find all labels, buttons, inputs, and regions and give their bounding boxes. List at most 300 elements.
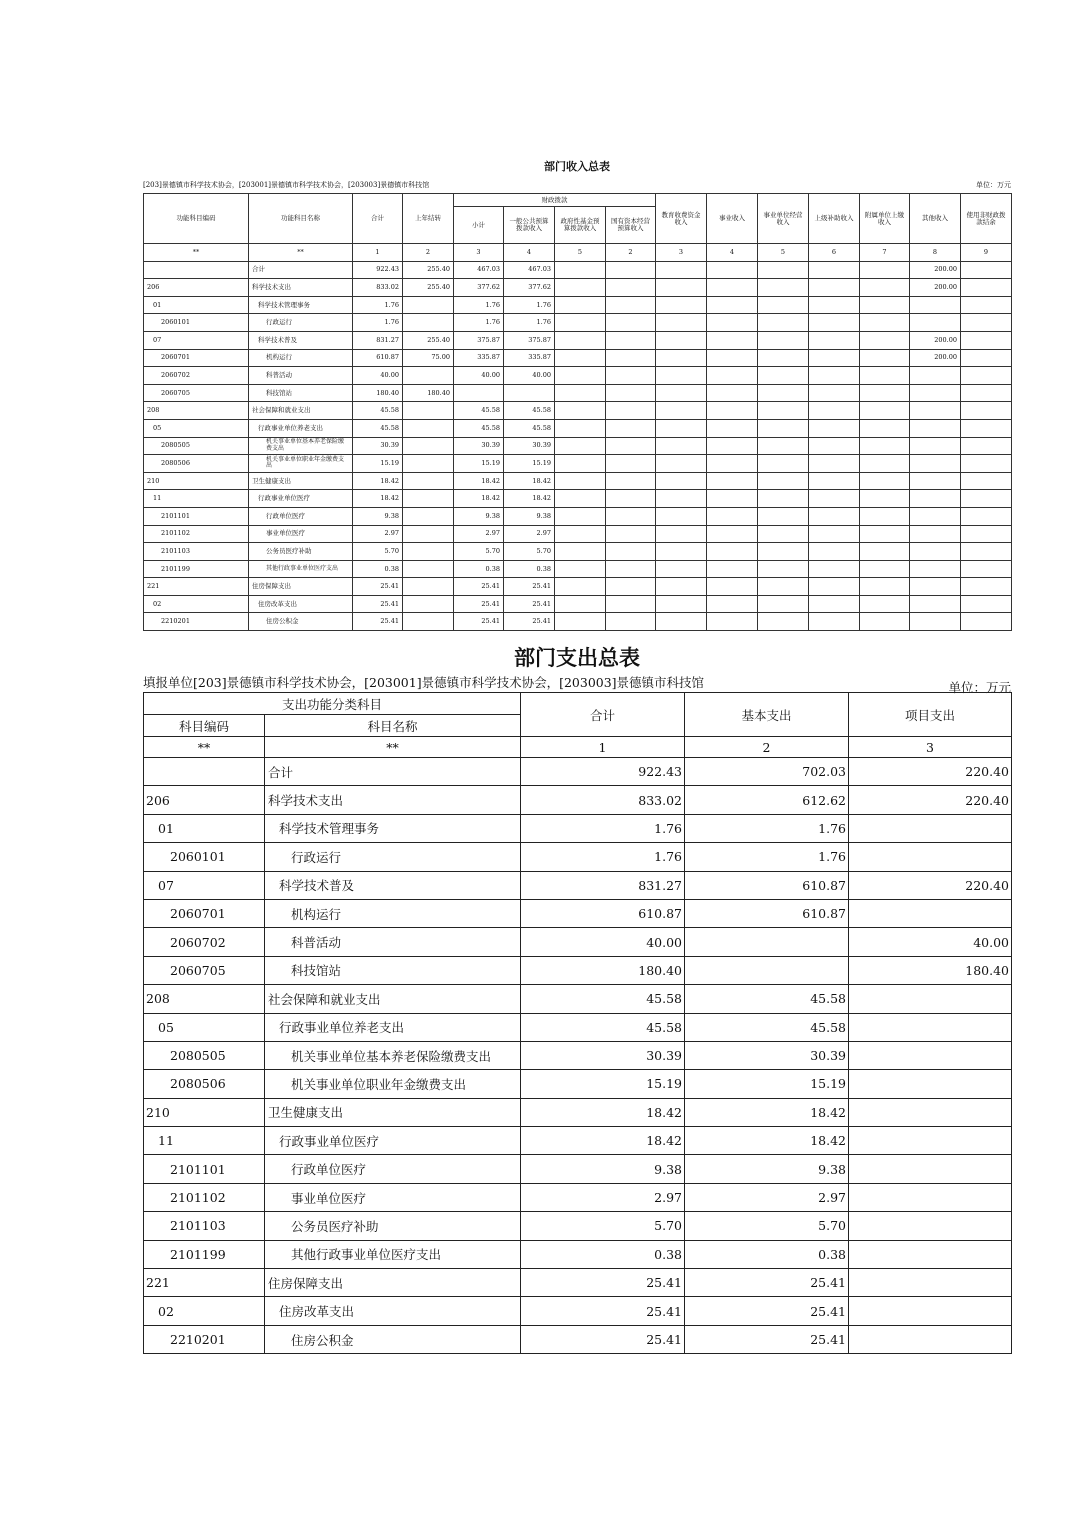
income-cell-general-budget: 25.41 — [504, 595, 555, 613]
expense-cell-project — [849, 1013, 1012, 1041]
expense-cell-code: 221 — [144, 1269, 265, 1297]
expense-header-total: 合计 — [521, 693, 685, 737]
income-table-row — [144, 314, 1012, 332]
expense-cell-total: 40.00 — [521, 928, 685, 956]
income-table-row — [144, 543, 1012, 561]
income-cell-subtotal — [454, 384, 504, 402]
income-cell-empty — [656, 384, 707, 402]
income-cell-empty — [758, 578, 809, 596]
income-cell-empty — [707, 490, 758, 508]
income-cell-empty — [606, 279, 656, 297]
income-cell-empty — [860, 472, 910, 490]
income-cell-empty — [555, 525, 606, 543]
expense-cell-total: 30.39 — [521, 1041, 685, 1069]
income-cell-general-budget: 467.03 — [504, 261, 555, 279]
income-cell-empty — [555, 613, 606, 631]
income-cell-empty — [707, 613, 758, 631]
expense-cell-name: 行政事业单位养老支出 — [265, 1013, 521, 1041]
income-index-cell: 8 — [910, 244, 961, 262]
income-cell-empty — [860, 279, 910, 297]
expense-cell-total: 1.76 — [521, 814, 685, 842]
income-cell-subtotal: 18.42 — [454, 472, 504, 490]
income-table-row — [144, 349, 1012, 367]
expense-cell-project — [849, 1212, 1012, 1240]
income-cell-carryover — [403, 525, 454, 543]
expense-table-row — [144, 1098, 1012, 1126]
income-table-row — [144, 578, 1012, 596]
expense-cell-project: 40.00 — [849, 928, 1012, 956]
expense-cell-basic — [685, 956, 849, 984]
expense-cell-code: 2101101 — [144, 1155, 265, 1183]
income-table-row — [144, 490, 1012, 508]
income-cell-total: 45.58 — [353, 419, 403, 437]
expense-cell-basic: 0.38 — [685, 1240, 849, 1268]
expense-cell-name: 科学技术管理事务 — [265, 814, 521, 842]
expense-cell-total: 0.38 — [521, 1240, 685, 1268]
income-cell-code: 210 — [144, 472, 249, 490]
income-cell-empty — [860, 367, 910, 385]
income-table-row — [144, 472, 1012, 490]
income-cell-empty — [707, 419, 758, 437]
income-cell-empty — [707, 455, 758, 473]
income-cell-empty — [809, 490, 860, 508]
income-cell-empty — [809, 402, 860, 420]
expense-cell-name: 事业单位医疗 — [265, 1183, 521, 1211]
income-cell-total: 9.38 — [353, 507, 403, 525]
income-cell-empty — [809, 455, 860, 473]
income-header-non-fiscal-balance: 使用非财政拨款结余 — [961, 194, 1012, 244]
expense-index-cell: 3 — [849, 737, 1012, 758]
income-table-row — [144, 613, 1012, 631]
expense-cell-total: 25.41 — [521, 1325, 685, 1353]
expense-cell-total: 180.40 — [521, 956, 685, 984]
income-cell-carryover — [403, 472, 454, 490]
income-cell-empty — [606, 384, 656, 402]
income-table-row — [144, 455, 1012, 473]
income-cell-empty — [860, 384, 910, 402]
income-index-cell: 2 — [606, 244, 656, 262]
income-cell-empty — [809, 543, 860, 561]
income-cell-empty — [606, 595, 656, 613]
expense-filler-unit: 填报单位[203]景德镇市科学技术协会，[203001]景德镇市科学技术协会，[203003]景德镇市科技馆 — [143, 675, 705, 690]
income-cell-carryover — [403, 578, 454, 596]
income-cell-carryover — [403, 543, 454, 561]
expense-cell-total: 18.42 — [521, 1127, 685, 1155]
income-cell-empty — [656, 507, 707, 525]
income-cell-subtotal: 40.00 — [454, 367, 504, 385]
income-cell-name: 机关事业单位职业年金缴费支出 — [249, 455, 353, 473]
expense-cell-name: 住房公积金 — [265, 1325, 521, 1353]
income-cell-other — [910, 384, 961, 402]
income-cell-other — [910, 367, 961, 385]
income-cell-empty — [656, 419, 707, 437]
income-cell-total: 0.38 — [353, 560, 403, 578]
expense-cell-code: 2101199 — [144, 1240, 265, 1268]
income-cell-empty — [555, 578, 606, 596]
expense-cell-basic: 45.58 — [685, 985, 849, 1013]
income-cell-empty — [961, 490, 1012, 508]
income-cell-empty — [809, 367, 860, 385]
expense-table-row — [144, 1041, 1012, 1069]
income-cell-general-budget: 1.76 — [504, 296, 555, 314]
income-cell-empty — [656, 613, 707, 631]
income-cell-carryover — [403, 314, 454, 332]
income-header-subtotal: 小计 — [454, 207, 504, 244]
income-cell-general-budget: 5.70 — [504, 543, 555, 561]
income-cell-empty — [606, 472, 656, 490]
income-cell-empty — [961, 261, 1012, 279]
income-cell-code: 2101103 — [144, 543, 249, 561]
income-cell-subtotal: 45.58 — [454, 419, 504, 437]
income-cell-empty — [606, 507, 656, 525]
expense-table-row — [144, 758, 1012, 786]
income-cell-total: 18.42 — [353, 472, 403, 490]
expense-cell-code: 02 — [144, 1297, 265, 1325]
expense-cell-code: 2101102 — [144, 1183, 265, 1211]
income-cell-subtotal: 15.19 — [454, 455, 504, 473]
income-header-business-unit-op: 事业单位经营收入 — [758, 194, 809, 244]
income-cell-subtotal: 377.62 — [454, 279, 504, 297]
income-header-code: 功能科目编码 — [144, 194, 249, 244]
income-cell-empty — [707, 349, 758, 367]
expense-cell-total: 833.02 — [521, 786, 685, 814]
expense-index-cell: ** — [144, 737, 265, 758]
expense-cell-total: 831.27 — [521, 871, 685, 899]
income-cell-other — [910, 507, 961, 525]
income-cell-empty — [809, 296, 860, 314]
income-cell-name: 社会保障和就业支出 — [249, 402, 353, 420]
expense-table-row — [144, 1127, 1012, 1155]
expense-table-row — [144, 1155, 1012, 1183]
income-header-state-capital: 国有资本经营预算收入 — [606, 207, 656, 244]
income-cell-code: 2101102 — [144, 525, 249, 543]
income-cell-general-budget: 335.87 — [504, 349, 555, 367]
income-cell-empty — [961, 455, 1012, 473]
expense-cell-code: 2210201 — [144, 1325, 265, 1353]
income-index-row — [144, 244, 1012, 262]
expense-cell-basic: 1.76 — [685, 843, 849, 871]
expense-header-name: 科目名称 — [265, 715, 521, 737]
income-cell-empty — [961, 296, 1012, 314]
income-cell-empty — [809, 595, 860, 613]
income-index-cell: 3 — [454, 244, 504, 262]
expense-cell-total: 15.19 — [521, 1070, 685, 1098]
income-cell-total: 1.76 — [353, 314, 403, 332]
expense-cell-total: 610.87 — [521, 899, 685, 927]
income-cell-subtotal: 0.38 — [454, 560, 504, 578]
income-cell-empty — [758, 314, 809, 332]
income-header-line — [143, 180, 1011, 190]
income-cell-carryover: 75.00 — [403, 349, 454, 367]
expense-summary-table — [143, 692, 1012, 1354]
income-cell-empty — [555, 314, 606, 332]
income-cell-empty — [961, 402, 1012, 420]
income-cell-code — [144, 261, 249, 279]
income-cell-empty — [809, 384, 860, 402]
expense-cell-total: 9.38 — [521, 1155, 685, 1183]
income-cell-empty — [961, 595, 1012, 613]
income-cell-empty — [809, 261, 860, 279]
expense-cell-code: 210 — [144, 1098, 265, 1126]
expense-cell-project — [849, 985, 1012, 1013]
income-cell-subtotal: 9.38 — [454, 507, 504, 525]
expense-cell-name: 其他行政事业单位医疗支出 — [265, 1240, 521, 1268]
income-cell-empty — [758, 543, 809, 561]
income-cell-empty — [860, 560, 910, 578]
income-cell-general-budget: 1.76 — [504, 314, 555, 332]
expense-cell-name: 科普活动 — [265, 928, 521, 956]
expense-table-row — [144, 1212, 1012, 1240]
income-cell-subtotal: 375.87 — [454, 331, 504, 349]
expense-cell-name: 科学技术支出 — [265, 786, 521, 814]
income-index-cell: 5 — [758, 244, 809, 262]
income-cell-carryover — [403, 595, 454, 613]
income-cell-code: 05 — [144, 419, 249, 437]
expense-cell-basic: 30.39 — [685, 1041, 849, 1069]
income-cell-other — [910, 314, 961, 332]
expense-table-row — [144, 843, 1012, 871]
income-cell-general-budget: 18.42 — [504, 490, 555, 508]
income-cell-empty — [860, 525, 910, 543]
expense-cell-code: 2060101 — [144, 843, 265, 871]
expense-cell-project — [849, 1269, 1012, 1297]
income-cell-empty — [555, 296, 606, 314]
income-cell-empty — [860, 437, 910, 455]
expense-cell-name: 社会保障和就业支出 — [265, 985, 521, 1013]
income-cell-total: 5.70 — [353, 543, 403, 561]
income-cell-empty — [656, 472, 707, 490]
expense-cell-project — [849, 1155, 1012, 1183]
income-cell-other — [910, 525, 961, 543]
expense-cell-total: 25.41 — [521, 1269, 685, 1297]
income-cell-empty — [758, 455, 809, 473]
income-cell-carryover — [403, 455, 454, 473]
income-cell-other — [910, 578, 961, 596]
expense-cell-code: 2101103 — [144, 1212, 265, 1240]
income-cell-general-budget: 2.97 — [504, 525, 555, 543]
income-cell-name: 科技馆站 — [249, 384, 353, 402]
income-cell-empty — [860, 349, 910, 367]
income-cell-carryover: 255.40 — [403, 261, 454, 279]
income-cell-empty — [555, 367, 606, 385]
income-cell-other — [910, 490, 961, 508]
income-cell-general-budget: 40.00 — [504, 367, 555, 385]
income-index-cell: 7 — [860, 244, 910, 262]
expense-cell-name: 公务员医疗补助 — [265, 1212, 521, 1240]
income-cell-name: 行政事业单位医疗 — [249, 490, 353, 508]
income-cell-empty — [758, 507, 809, 525]
income-cell-empty — [961, 314, 1012, 332]
expense-cell-project: 180.40 — [849, 956, 1012, 984]
income-cell-empty — [555, 402, 606, 420]
expense-table-row — [144, 1240, 1012, 1268]
income-cell-empty — [606, 613, 656, 631]
expense-cell-name: 住房保障支出 — [265, 1269, 521, 1297]
expense-cell-project — [849, 814, 1012, 842]
income-cell-empty — [961, 613, 1012, 631]
expense-cell-basic: 1.76 — [685, 814, 849, 842]
income-cell-name: 科学技术支出 — [249, 279, 353, 297]
expense-cell-code: 208 — [144, 985, 265, 1013]
income-cell-subtotal: 467.03 — [454, 261, 504, 279]
income-cell-subtotal: 1.76 — [454, 296, 504, 314]
income-cell-other — [910, 455, 961, 473]
expense-table-row — [144, 1183, 1012, 1211]
income-cell-empty — [555, 419, 606, 437]
income-cell-empty — [961, 525, 1012, 543]
income-cell-empty — [707, 384, 758, 402]
income-cell-name: 住房保障支出 — [249, 578, 353, 596]
income-cell-empty — [860, 402, 910, 420]
expense-cell-basic: 702.03 — [685, 758, 849, 786]
income-cell-empty — [758, 261, 809, 279]
expense-cell-project: 220.40 — [849, 871, 1012, 899]
expense-table-row — [144, 928, 1012, 956]
income-cell-empty — [606, 578, 656, 596]
expense-table-row — [144, 1325, 1012, 1353]
income-cell-empty — [555, 331, 606, 349]
income-cell-empty — [606, 367, 656, 385]
expense-cell-project: 220.40 — [849, 786, 1012, 814]
income-cell-empty — [961, 279, 1012, 297]
expense-cell-basic: 612.62 — [685, 786, 849, 814]
income-index-cell: 5 — [555, 244, 606, 262]
income-cell-empty — [656, 455, 707, 473]
income-cell-code: 2060702 — [144, 367, 249, 385]
expense-cell-name: 机关事业单位基本养老保险缴费支出 — [265, 1041, 521, 1069]
income-cell-empty — [707, 296, 758, 314]
income-index-cell: 2 — [403, 244, 454, 262]
income-cell-total: 15.19 — [353, 455, 403, 473]
expense-index-row — [144, 737, 1012, 758]
income-cell-code: 2210201 — [144, 613, 249, 631]
income-cell-empty — [961, 331, 1012, 349]
income-cell-general-budget: 45.58 — [504, 419, 555, 437]
income-cell-subtotal: 25.41 — [454, 613, 504, 631]
expense-cell-basic: 25.41 — [685, 1269, 849, 1297]
income-cell-carryover — [403, 367, 454, 385]
expense-cell-code: 05 — [144, 1013, 265, 1041]
income-cell-empty — [961, 578, 1012, 596]
income-cell-name: 住房改革支出 — [249, 595, 353, 613]
income-cell-total: 25.41 — [353, 578, 403, 596]
expense-cell-basic: 25.41 — [685, 1325, 849, 1353]
expense-cell-project — [849, 1325, 1012, 1353]
income-cell-empty — [961, 419, 1012, 437]
income-cell-empty — [656, 279, 707, 297]
expense-unit-label: 单位：万元 — [948, 680, 1011, 695]
income-cell-empty — [961, 367, 1012, 385]
income-cell-carryover: 255.40 — [403, 331, 454, 349]
income-cell-subtotal: 30.39 — [454, 437, 504, 455]
income-cell-name: 机关事业单位基本养老保险缴费支出 — [249, 437, 353, 455]
income-cell-empty — [707, 525, 758, 543]
income-cell-other: 200.00 — [910, 331, 961, 349]
income-cell-code: 2080506 — [144, 455, 249, 473]
income-cell-total: 831.27 — [353, 331, 403, 349]
income-cell-name: 科学技术普及 — [249, 331, 353, 349]
income-cell-other — [910, 402, 961, 420]
expense-header-basic: 基本支出 — [685, 693, 849, 737]
income-cell-empty — [860, 613, 910, 631]
expense-cell-project — [849, 1297, 1012, 1325]
income-cell-name: 其他行政事业单位医疗支出 — [249, 560, 353, 578]
income-cell-empty — [656, 560, 707, 578]
income-cell-name: 科普活动 — [249, 367, 353, 385]
income-cell-empty — [809, 525, 860, 543]
expense-cell-total: 5.70 — [521, 1212, 685, 1240]
expense-table-row — [144, 814, 1012, 842]
income-cell-name: 行政事业单位养老支出 — [249, 419, 353, 437]
income-cell-general-budget: 9.38 — [504, 507, 555, 525]
expense-cell-basic: 5.70 — [685, 1212, 849, 1240]
income-cell-total: 610.87 — [353, 349, 403, 367]
income-cell-code: 11 — [144, 490, 249, 508]
income-cell-empty — [809, 279, 860, 297]
expense-table-row — [144, 1269, 1012, 1297]
expense-cell-code: 01 — [144, 814, 265, 842]
income-cell-empty — [555, 490, 606, 508]
income-header-higher-subsidy: 上级补助收入 — [809, 194, 860, 244]
income-cell-name: 行政运行 — [249, 314, 353, 332]
income-cell-other — [910, 595, 961, 613]
income-cell-empty — [809, 578, 860, 596]
income-cell-empty — [707, 578, 758, 596]
expense-cell-name: 机构运行 — [265, 899, 521, 927]
income-cell-empty — [707, 437, 758, 455]
income-cell-empty — [707, 261, 758, 279]
expense-cell-basic: 9.38 — [685, 1155, 849, 1183]
income-cell-empty — [606, 560, 656, 578]
income-cell-empty — [606, 296, 656, 314]
income-cell-total: 1.76 — [353, 296, 403, 314]
income-cell-empty — [860, 419, 910, 437]
income-cell-empty — [606, 331, 656, 349]
expense-cell-name: 机关事业单位职业年金缴费支出 — [265, 1070, 521, 1098]
expense-table-row — [144, 786, 1012, 814]
expense-cell-name: 行政事业单位医疗 — [265, 1127, 521, 1155]
income-cell-code: 221 — [144, 578, 249, 596]
income-cell-empty — [809, 349, 860, 367]
income-table-row — [144, 331, 1012, 349]
income-index-cell: ** — [144, 244, 249, 262]
income-filler-unit: [203]景德镇市科学技术协会，[203001]景德镇市科学技术协会，[203003]景德镇市科技馆 — [143, 181, 430, 189]
expense-cell-code: 07 — [144, 871, 265, 899]
income-cell-general-budget: 0.38 — [504, 560, 555, 578]
income-cell-empty — [555, 507, 606, 525]
income-cell-empty — [758, 367, 809, 385]
income-cell-empty — [707, 402, 758, 420]
income-cell-empty — [809, 419, 860, 437]
income-cell-other — [910, 472, 961, 490]
income-cell-empty — [860, 507, 910, 525]
income-summary-table — [143, 193, 1012, 631]
expense-cell-basic: 25.41 — [685, 1297, 849, 1325]
income-cell-general-budget: 375.87 — [504, 331, 555, 349]
income-cell-other: 200.00 — [910, 279, 961, 297]
income-cell-empty — [758, 490, 809, 508]
income-cell-empty — [758, 296, 809, 314]
expense-cell-basic: 2.97 — [685, 1183, 849, 1211]
income-cell-empty — [656, 402, 707, 420]
income-cell-empty — [707, 367, 758, 385]
income-cell-subtotal: 1.76 — [454, 314, 504, 332]
income-cell-carryover — [403, 296, 454, 314]
income-cell-carryover — [403, 419, 454, 437]
income-cell-empty — [707, 279, 758, 297]
income-cell-other — [910, 296, 961, 314]
income-header-edu-fee: 教育收费资金收入 — [656, 194, 707, 244]
